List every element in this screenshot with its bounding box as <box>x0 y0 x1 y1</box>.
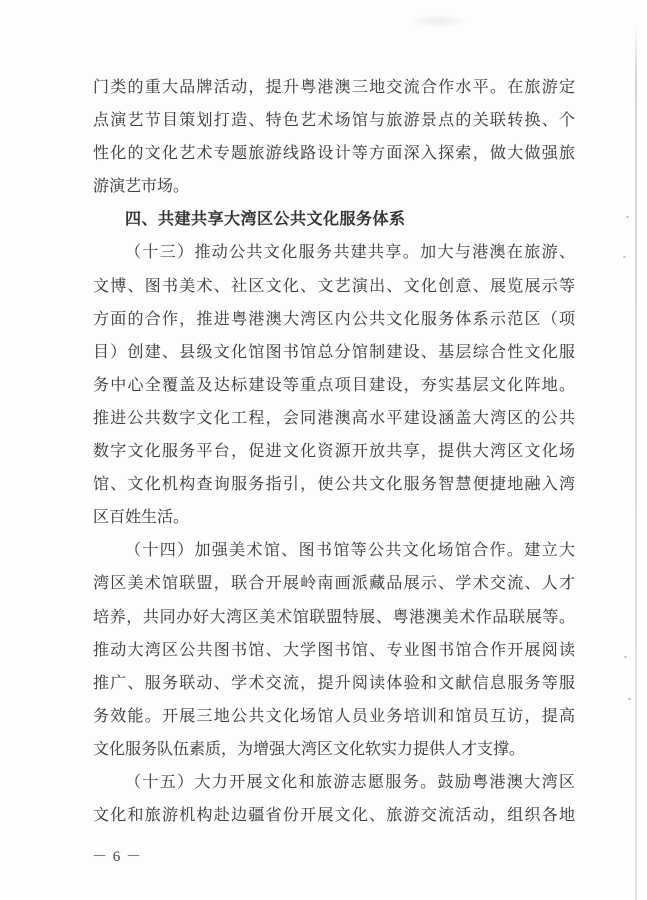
scan-speck-artifact <box>623 256 626 258</box>
text-line: 目）创建、县级文化馆图书馆总分馆制建设、基层综合性文化服 <box>93 343 575 361</box>
text-line: 务中心全覆盖及达标建设等重点项目建设，夯实基层文化阵地。 <box>93 376 575 394</box>
text-line: 推广、服务联动、学术交流，提升阅读体验和文献信息服务等服 <box>93 674 575 692</box>
text-line: 文化服务队伍素质，为增强大湾区文化软实力提供人才支撑。 <box>93 740 526 758</box>
text-line: 湾区美术馆联盟，联合开展岭南画派藏品展示、学术交流、人才 <box>93 575 575 593</box>
text-line: 方面的合作，推进粤港澳大湾区内公共文化服务体系示范区（项 <box>93 310 575 328</box>
scan-edge-artifact <box>635 25 637 900</box>
text-line: 推进公共数字文化工程，会同港澳高水平建设涵盖大湾区的公共 <box>93 409 575 427</box>
scan-speck-artifact <box>626 216 629 218</box>
text-line: 务效能。开展三地公共文化场馆人员业务培训和馆员互访，提高 <box>93 707 575 725</box>
paragraph-first-line: （十五）大力开展文化和旅游志愿服务。鼓励粤港澳大湾区 <box>125 773 575 791</box>
paragraph-first-line: （十四）加强美术馆、图书馆等公共文化场馆合作。建立大 <box>125 542 575 560</box>
text-line: 推动大湾区公共图书馆、大学图书馆、专业图书馆合作开展阅读 <box>93 641 575 659</box>
section-heading: 四、共建共享大湾区公共文化服务体系 <box>125 211 406 229</box>
text-line: 区百姓生活。 <box>93 509 190 527</box>
page-number: － 6 － <box>92 849 143 865</box>
text-line: 文化和旅游机构赴边疆省份开展文化、旅游交流活动，组织各地 <box>93 807 575 825</box>
text-line: 培养，共同办好大湾区美术馆联盟特展、粤港澳美术作品联展等。 <box>93 608 575 626</box>
text-line: 馆、文化机构查询服务指引，使公共文化服务智慧便捷地融入湾 <box>93 476 575 494</box>
scan-speck-artifact <box>624 656 627 658</box>
text-line: 门类的重大品牌活动，提升粤港澳三地交流合作水平。在旅游定 <box>93 79 575 96</box>
text-line: 数字文化服务平台，促进文化资源开放共享，提供大湾区文化场 <box>93 443 575 461</box>
text-line: 性化的文化艺术专题旅游线路设计等方面深入探索，做大做强旅 <box>93 145 575 163</box>
paragraph-first-line: （十三）推动公共文化服务共建共享。加大与港澳在旅游、 <box>125 244 575 262</box>
text-line: 文博、图书美术、社区文化、文艺演出、文化创意、展览展示等 <box>93 277 575 295</box>
text-line: 点演艺节目策划打造、特色艺术场馆与旅游景点的关联转换、个 <box>93 112 575 130</box>
scan-smudge-artifact <box>408 14 468 28</box>
document-text-block <box>93 71 575 832</box>
scan-speck-artifact <box>628 698 631 700</box>
text-line: 游演艺市场。 <box>93 178 190 196</box>
